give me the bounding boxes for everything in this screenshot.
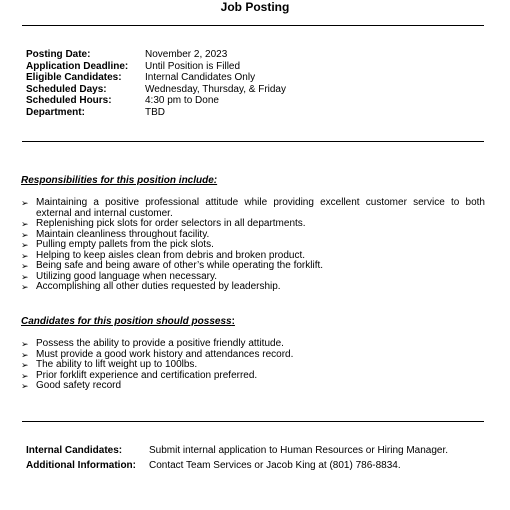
arrow-bullet-icon: ➢ [21, 271, 29, 282]
detail-label: Scheduled Days: [26, 83, 107, 95]
list-item-text: Maintaining a positive professional attitude while providing excellent customer service to both external and internal customer. [36, 197, 485, 219]
divider-bottom [22, 421, 484, 422]
detail-label: Application Deadline: [26, 60, 129, 72]
arrow-bullet-icon: ➢ [21, 282, 29, 292]
detail-value: Wednesday, Thursday, & Friday [145, 83, 286, 95]
list-item [21, 261, 485, 272]
detail-row-scheduled-days [26, 84, 286, 96]
list-item-text: Utilizing good language when necessary. [36, 270, 218, 282]
detail-row-posting-date [26, 49, 286, 61]
list-item [21, 198, 485, 219]
footer-row-additional-information [26, 458, 448, 473]
arrow-bullet-icon: ➢ [21, 229, 29, 240]
list-item-text: Maintain cleanliness throughout facility. [36, 228, 210, 240]
detail-row-scheduled-hours [26, 95, 286, 107]
list-item-text: Helping to keep aisles clean from debris and broken product. [36, 249, 306, 261]
arrow-bullet-icon: ➢ [21, 381, 29, 391]
footer-value: Submit internal application to Human Resources or Hiring Manager. [149, 445, 449, 456]
divider-middle [22, 141, 484, 142]
detail-value: Internal Candidates Only [145, 72, 256, 84]
list-item-text: Possess the ability to provide a positive friendly attitude. [36, 338, 284, 349]
detail-row-department [26, 107, 286, 119]
detail-label: Eligible Candidates: [26, 72, 122, 84]
page-title: Job Posting [220, 0, 290, 14]
list-item [21, 339, 485, 350]
list-item-text: Accomplishing all other duties requested by leadership. [36, 281, 281, 292]
list-item [21, 360, 485, 371]
list-item [21, 219, 485, 230]
footer-label: Additional Information: [26, 460, 136, 471]
responsibilities-list [21, 198, 485, 293]
list-item-text: Replenishing pick slots for order selectors in all departments. [36, 218, 306, 229]
list-item-text: The ability to lift weight up to 100lbs. [36, 359, 198, 370]
detail-label: Department: [26, 106, 85, 118]
footer-row-internal-candidates [26, 443, 448, 458]
responsibilities-heading: Responsibilities for this position include: [21, 175, 218, 186]
candidates-heading-suffix: : [231, 316, 235, 327]
posting-details [26, 49, 286, 119]
footer-label: Internal Candidates: [26, 445, 123, 456]
detail-label: Posting Date: [26, 49, 91, 60]
list-item [21, 282, 485, 293]
arrow-bullet-icon: ➢ [21, 198, 29, 208]
detail-value: TBD [145, 106, 165, 118]
footer-value: Contact Team Services or Jacob King at (801) 786-8834. [149, 460, 401, 471]
divider-top [22, 25, 484, 26]
detail-row-application-deadline [26, 61, 286, 73]
candidates-heading [21, 316, 235, 328]
arrow-bullet-icon: ➢ [21, 261, 29, 271]
detail-row-eligible-candidates [26, 72, 286, 84]
arrow-bullet-icon: ➢ [21, 240, 29, 250]
list-item-text: Good safety record [36, 380, 122, 391]
arrow-bullet-icon: ➢ [21, 360, 29, 370]
footer-info [26, 443, 448, 473]
arrow-bullet-icon: ➢ [21, 339, 29, 349]
arrow-bullet-icon: ➢ [21, 250, 29, 261]
list-item-text: Pulling empty pallets from the pick slots. [36, 239, 214, 250]
detail-label: Scheduled Hours: [26, 95, 112, 107]
candidates-list [21, 339, 485, 392]
arrow-bullet-icon: ➢ [21, 219, 29, 229]
arrow-bullet-icon: ➢ [21, 370, 29, 381]
list-item [21, 381, 485, 392]
candidates-heading-text: Candidates for this position should possess [21, 316, 232, 327]
detail-value: Until Position is Filled [145, 60, 241, 72]
detail-value: November 2, 2023 [145, 49, 228, 60]
list-item-text: Being safe and being aware of other’s while operating the forklift. [36, 260, 324, 271]
detail-value: 4:30 pm to Done [145, 95, 219, 107]
list-item [21, 240, 485, 251]
list-item-text: Must provide a good work history and attendances record. [36, 348, 294, 360]
arrow-bullet-icon: ➢ [21, 349, 29, 360]
list-item-text: Prior forklift experience and certification preferred. [36, 369, 258, 381]
